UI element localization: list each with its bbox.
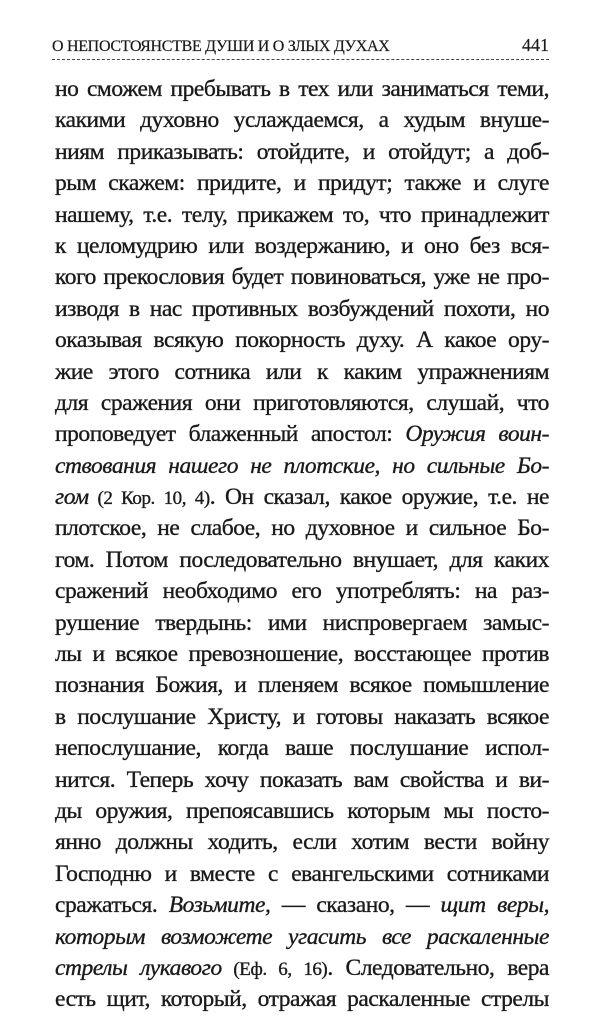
text-line [55, 733, 549, 764]
text-segment: ниям приказывать: отойдите, и отойдут; а доб- [55, 138, 549, 165]
text-segment: оказывая всякую покорность духу. А какое ору- [55, 327, 549, 354]
text-segment: — сказано, — [270, 892, 441, 919]
body-text [55, 74, 549, 1016]
text-segment: сражаться. [55, 892, 169, 919]
text-line [55, 545, 549, 576]
text-segment: лы и всякое превозношение, восстающее против [55, 641, 549, 668]
text-line [55, 200, 549, 231]
text-segment: изводя в нас противных возбуждений похоти, но [55, 295, 549, 322]
text-segment: Господню и вместе с евангельскими сотниками [55, 860, 549, 887]
text-segment: в послушание Христу, и готовы наказать всякое [55, 703, 549, 730]
page-number: 441 [522, 35, 549, 55]
text-line [55, 639, 549, 670]
scripture-reference: (2 Кор. 10, 4) [88, 488, 210, 510]
text-segment: но сможем пребывать в тех или заниматься теми, [55, 76, 549, 102]
text-line [55, 388, 549, 419]
italic-quote: Возьмите, [168, 892, 271, 919]
text-line [55, 451, 549, 482]
text-line [55, 859, 549, 890]
text-segment: рушение твердынь: ими ниспровергаем замыс- [55, 609, 549, 636]
text-segment: . Следовательно, вера [327, 954, 549, 981]
text-line [55, 576, 549, 607]
text-segment: проповедует блаженный апостол: [55, 421, 406, 448]
text-line [55, 137, 549, 168]
text-segment: какими духовно услаждаемся, а худым внуше- [55, 107, 549, 134]
text-segment: нится. Теперь хочу показать вам свойства и ви- [55, 766, 549, 793]
text-segment: жие этого сотника или к каким упражнениям [55, 358, 549, 385]
text-line [55, 231, 549, 262]
text-segment: рым скажем: придите, и придут; также и слуге [55, 170, 549, 197]
text-segment: сражений необходимо его употреблять: на раз- [55, 578, 549, 605]
text-line [55, 419, 549, 450]
italic-quote: Оружия воин- [405, 421, 550, 448]
text-line [55, 357, 549, 388]
text-segment: плотское, не слабое, но духовное и сильное Бо- [55, 515, 549, 542]
italic-quote: стрелы лукавого [55, 954, 222, 981]
italic-quote: которым возможете угасить все раскаленные [55, 923, 549, 950]
text-line [55, 670, 549, 701]
italic-quote: гом [55, 484, 89, 511]
text-segment: непослушание, когда ваше послушание испол- [55, 735, 549, 762]
text-line [55, 325, 549, 356]
text-line [55, 168, 549, 199]
text-segment: гом. Потом последовательно внушает, для каких [55, 546, 549, 573]
text-line [55, 922, 549, 953]
italic-quote: щит веры, [440, 892, 549, 919]
text-line [55, 294, 549, 325]
text-segment: познания Божия, и пленяем всякое помышление [55, 672, 549, 699]
text-line [55, 74, 549, 105]
text-segment: янно должны ходить, если хотим вести войну [55, 829, 549, 856]
text-line [55, 827, 549, 858]
text-line [55, 765, 549, 796]
text-line [55, 608, 549, 639]
text-segment: для сражения они приготовляются, слушай, что [55, 389, 549, 416]
text-line [55, 482, 549, 513]
text-segment: . Он сказал, какое оружие, т.е. не [209, 484, 549, 511]
italic-quote: ствования нашего не плотские, но сильные Бо- [55, 452, 549, 479]
running-title: О НЕПОСТОЯНСТВЕ ДУШИ И О ЗЛЫХ ДУХАХ [52, 38, 390, 55]
text-line [55, 890, 549, 921]
text-line [55, 953, 549, 984]
text-segment: есть щит, который, отражая раскаленные стрелы [55, 986, 549, 1013]
text-segment: нашему, т.е. телу, прикажем то, что принадлежит [55, 201, 549, 228]
running-header [52, 33, 549, 60]
text-line [55, 984, 549, 1015]
scripture-reference: (Еф. 6, 16) [221, 958, 328, 980]
text-line [55, 105, 549, 136]
text-line [55, 262, 549, 293]
text-line [55, 513, 549, 544]
text-line [55, 702, 549, 733]
text-line [55, 796, 549, 827]
text-segment: ды оружия, препоясавшись которым мы посто- [55, 797, 549, 824]
text-segment: к целомудрию или воздержанию, и оно без вся- [55, 232, 549, 259]
text-segment: кого прекословия будет повиноваться, уже не про- [55, 264, 549, 291]
